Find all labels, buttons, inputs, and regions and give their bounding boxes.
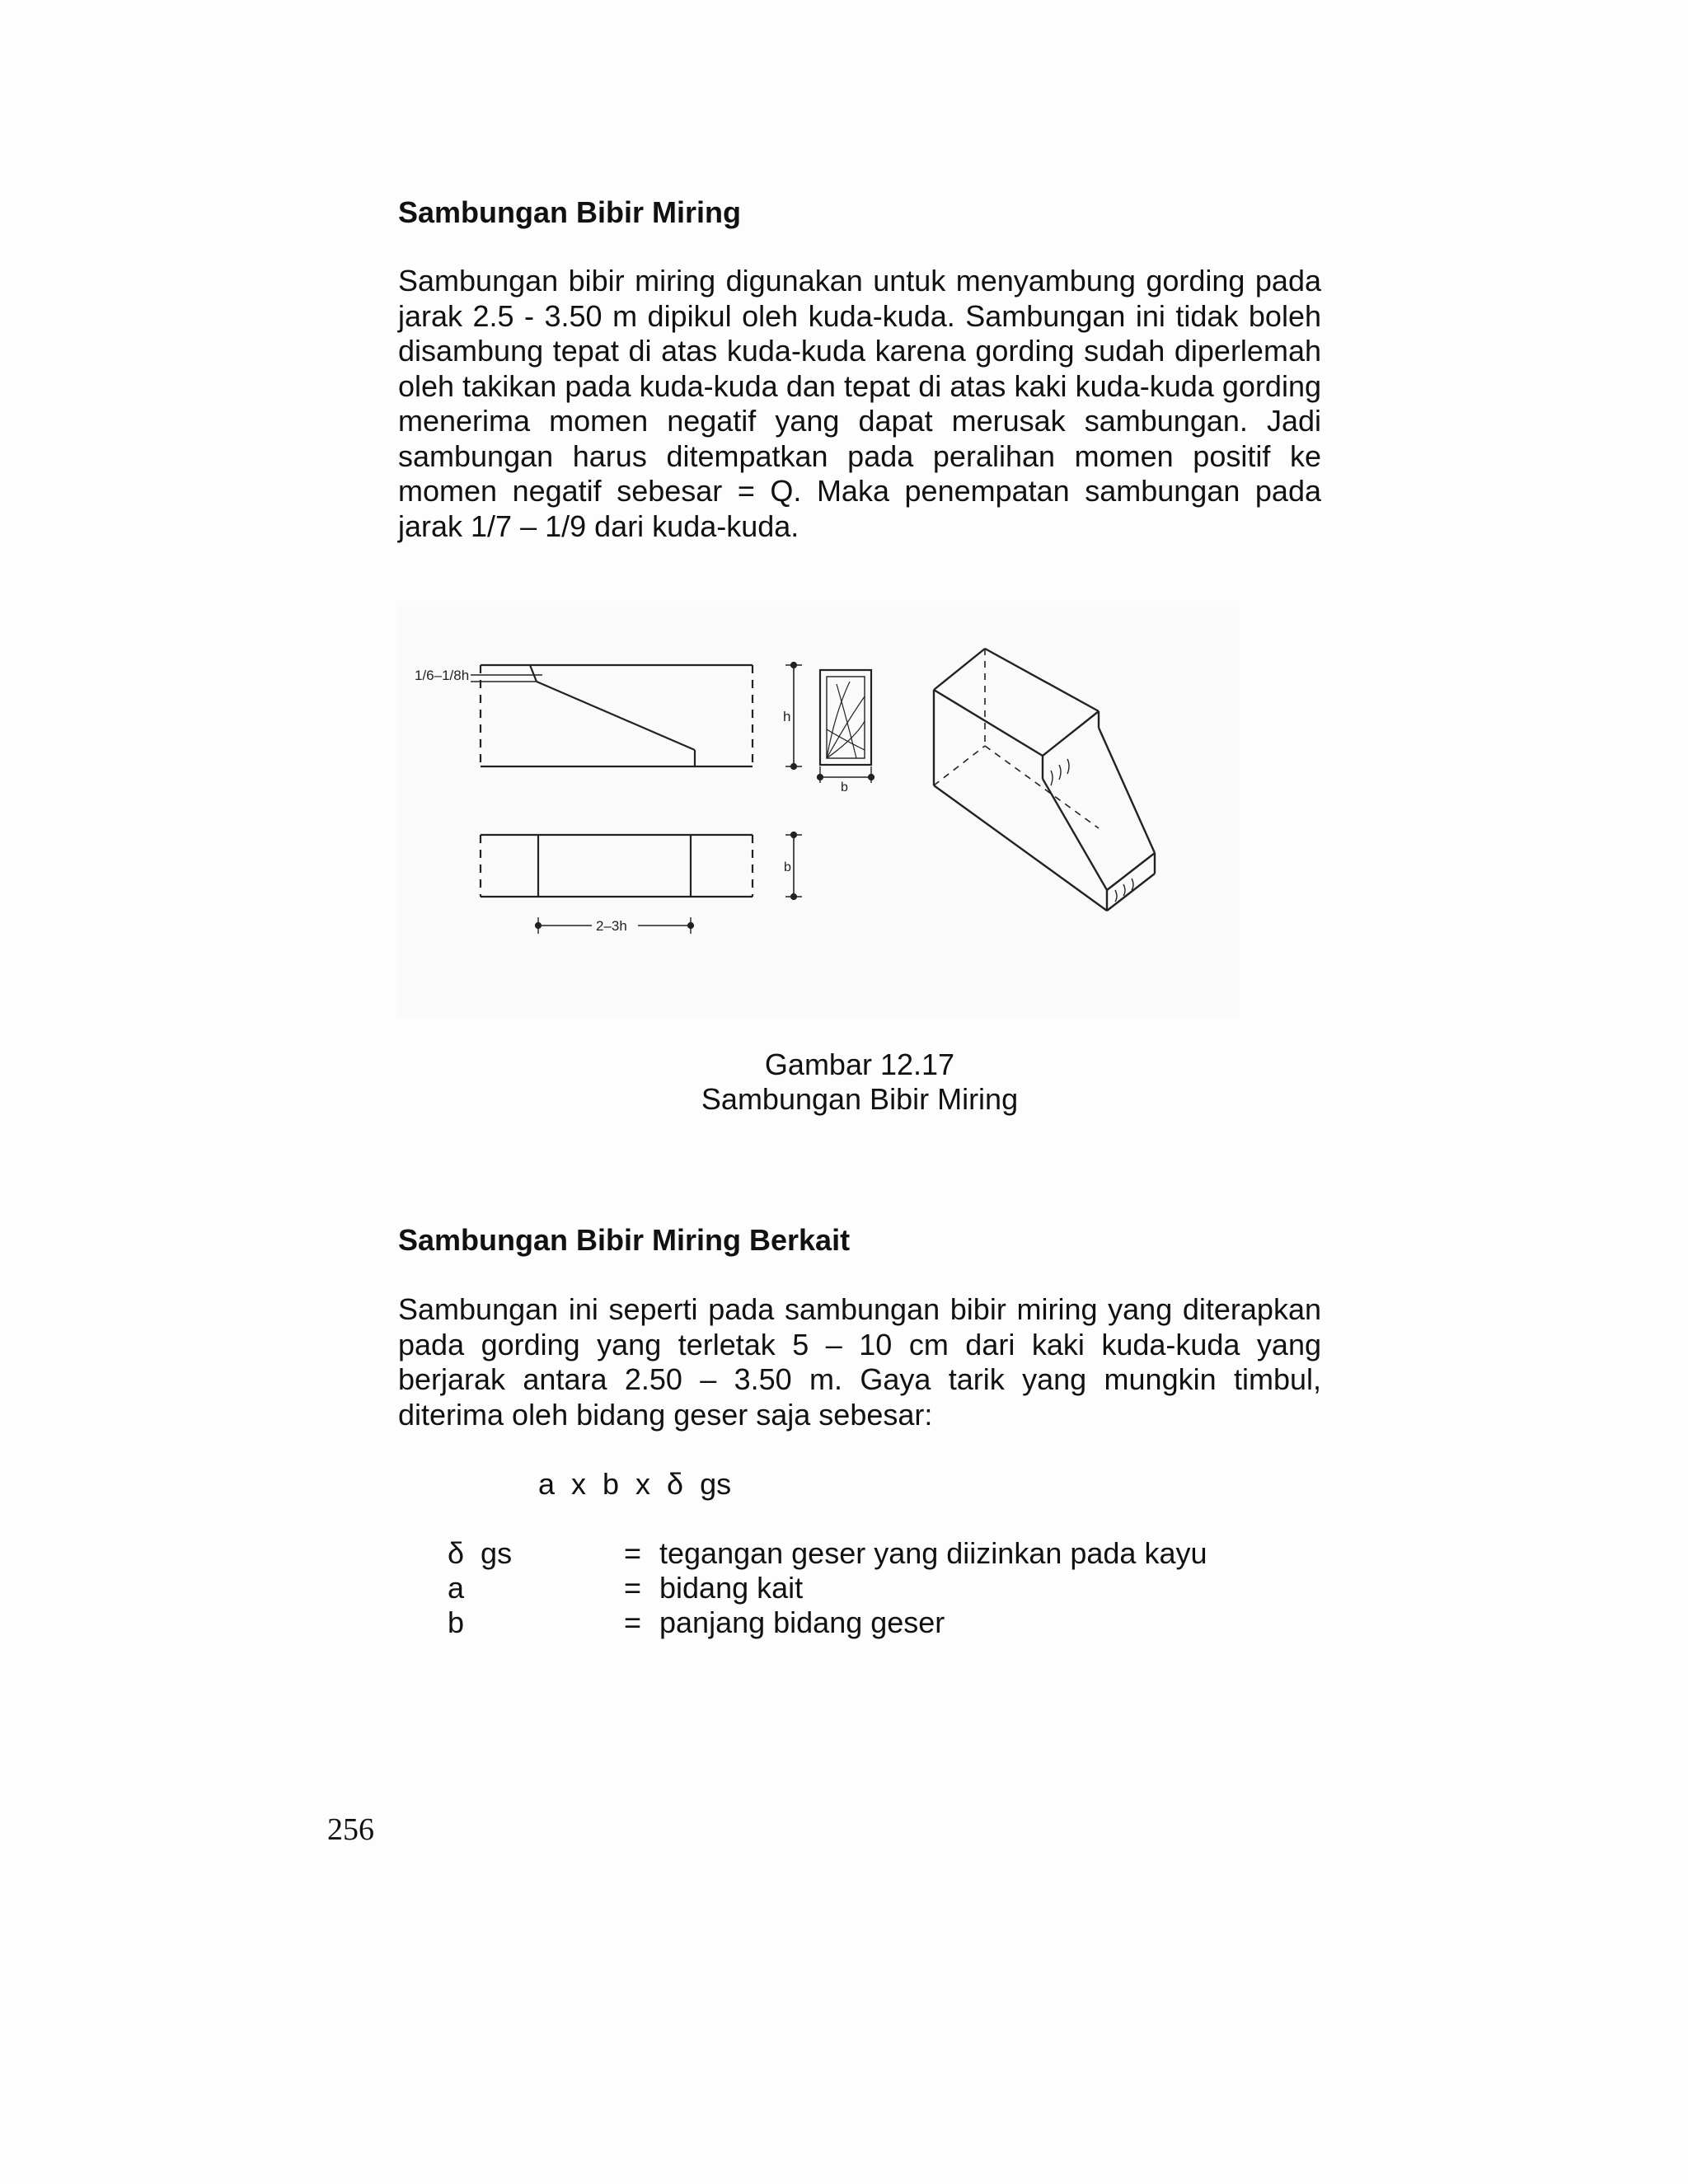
definition-symbol: b	[448, 1605, 465, 1639]
label-height: h	[783, 709, 791, 724]
section-heading-bibir-miring-berkait: Sambungan Bibir Miring Berkait	[398, 1223, 851, 1257]
definition-description: tegangan geser yang diizinkan pada kayu	[659, 1536, 1207, 1570]
paragraph-bibir-miring: Sambungan bibir miring digunakan untuk menyambung gording pada jarak 2.5 - 3.50 m dipikul oleh kuda-kuda. Sambungan ini tidak boleh disambung tepat di atas kuda-kuda karena gording sudah diperlemah oleh takikan pada kuda-kuda dan tepat di atas kaki kuda-kuda gording menerima momen negatif yang dapat merusak sambungan. Jadi sambungan harus ditempatkan pada peralihan momen positif ke momen negatif sebesar = Q. Maka penempatan sambungan pada jarak 1/7 – 1/9 dari kuda-kuda.	[398, 264, 1321, 543]
figure-caption-title: Sambungan Bibir Miring	[701, 1082, 1019, 1116]
label-section-width: b	[841, 780, 848, 794]
cross-section	[818, 670, 874, 794]
definition-description: bidang kait	[659, 1571, 804, 1605]
paragraph-bibir-miring-berkait: Sambungan ini seperti pada sambungan bibir miring yang diterapkan pada gording yang terletak 5 – 10 cm dari kaki kuda-kuda yang berjarak antara 2.50 – 3.50 m. Gaya tarik yang mungkin timbul, diterima oleh bidang geser saja sebesar:	[398, 1292, 1321, 1432]
definition-equals: =	[624, 1536, 642, 1570]
plan-view	[481, 832, 802, 934]
section-heading-bibir-miring: Sambungan Bibir Miring	[398, 195, 742, 229]
label-length: 2–3h	[596, 918, 627, 934]
definition-equals: =	[624, 1571, 642, 1605]
side-elevation	[415, 663, 802, 769]
definition-equals: =	[624, 1605, 642, 1639]
label-top-offset: 1/6–1/8h	[415, 668, 470, 683]
page-number: 256	[327, 1812, 374, 1847]
shear-formula: a x b x δ gs	[538, 1467, 732, 1501]
figure-joint-drawing	[398, 606, 1239, 1018]
figure-caption-number: Gambar 12.17	[764, 1047, 955, 1081]
definition-description: panjang bidang geser	[659, 1605, 945, 1639]
label-plan-width: b	[784, 860, 791, 874]
definition-symbol: δ gs	[448, 1536, 513, 1570]
isometric-view	[934, 649, 1155, 911]
definition-symbol: a	[448, 1571, 465, 1605]
joint-technical-drawing	[398, 606, 1239, 1018]
